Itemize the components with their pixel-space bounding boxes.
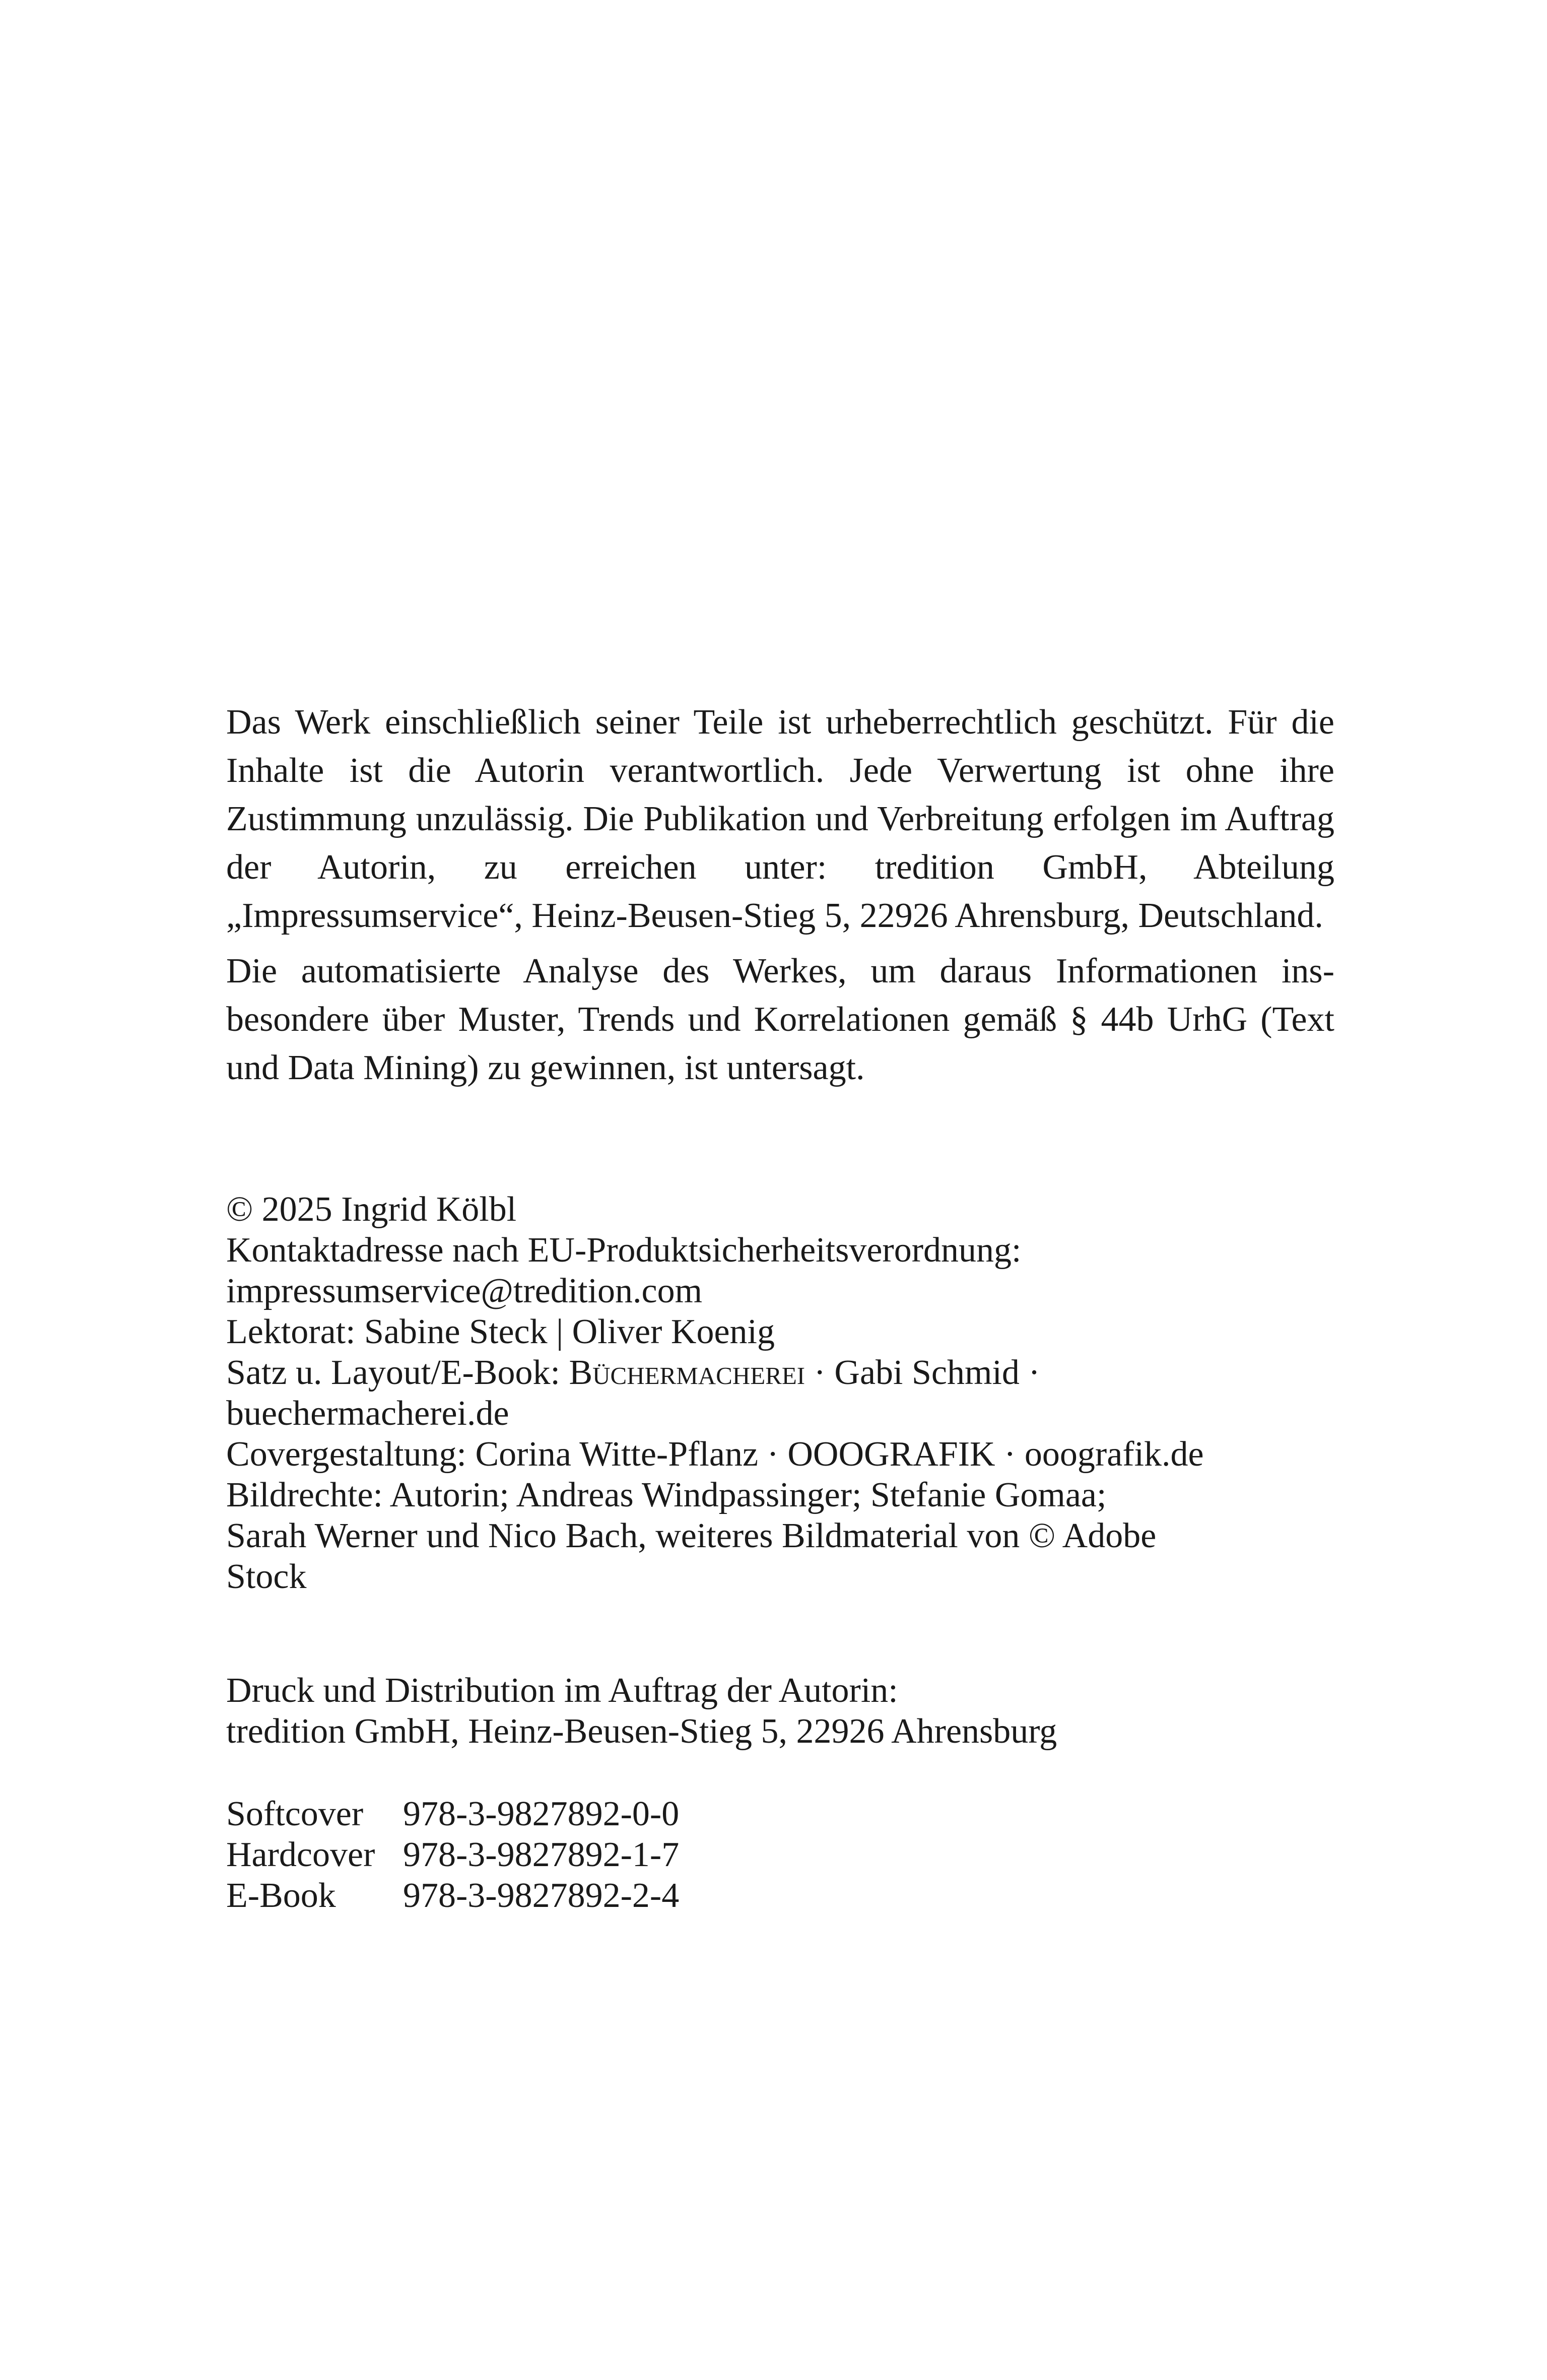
isbn-label: E-Book [226, 1876, 336, 1915]
isbn-row-hardcover [226, 1834, 1334, 1875]
printing-line-2: tredition GmbH, Heinz-Beusen-Stieg 5, 22926 Ahrensburg [226, 1712, 1057, 1751]
isbn-list [226, 1794, 1334, 1916]
layout-suffix: · Gabi Schmid · [805, 1353, 1040, 1392]
image-rights-line-2: Sarah Werner und Nico Bach, weiteres Bildmaterial von © Adobe [226, 1516, 1157, 1555]
contact-email: impressumservice@tredition.com [226, 1272, 703, 1310]
text-data-mining-paragraph: Die automatisierte Analyse des Werkes, um daraus Informationen insbesondere über Muster, Trends und Korrelationen gemäß § 44b UrhG (Text und Data Mining) zu gewinnen, ist untersagt. [226, 952, 1334, 1087]
cover-credit: Covergestaltung: Corina Witte-Pflanz · OOOGRAFIK · ooografik.de [226, 1435, 1204, 1474]
layout-company: Büchermacherei [569, 1353, 805, 1392]
printing-line-1: Druck und Distribution im Auftrag der Autorin: [226, 1671, 898, 1710]
printing-info [226, 1670, 1334, 1752]
image-rights-line-1: Bildrechte: Autorin; Andreas Windpassinger; Stefanie Gomaa; [226, 1476, 1107, 1514]
layout-credit [226, 1352, 1334, 1393]
layout-prefix: Satz u. Layout/E-Book: [226, 1353, 569, 1392]
credits-block [226, 1189, 1334, 1597]
legal-notice [226, 698, 1334, 1092]
isbn-label: Softcover [226, 1795, 364, 1833]
isbn-label: Hardcover [226, 1835, 375, 1874]
isbn-row-softcover [226, 1794, 1334, 1834]
isbn-number: 978-3-9827892-0-0 [403, 1795, 680, 1833]
image-rights-line-3: Stock [226, 1557, 307, 1596]
copyright-line: © 2025 Ingrid Kölbl [226, 1190, 517, 1229]
isbn-row-ebook [226, 1875, 1334, 1916]
copyright-notice-paragraph: Das Werk einschließlich seiner Teile ist urheberrechtlich geschützt. Für die Inhalte ist die Autorin verantwortlich. Jede Verwertung ist ohne ihre Zustimmung unzulässig. Die Publikation und Verbreitung erfolgen im Auftrag der Autorin, zu erreichen unter: tredition GmbH, Abteilung „Impressumservice“, Heinz-Beusen-Stieg 5, 22926 Ahrensburg, Deutschland. [226, 703, 1334, 935]
editing-credit: Lektorat: Sabine Steck | Oliver Koenig [226, 1312, 775, 1351]
contact-label: Kontaktadresse nach EU-Produktsicherheitsverordnung: [226, 1231, 1022, 1270]
isbn-number: 978-3-9827892-2-4 [403, 1876, 680, 1915]
isbn-number: 978-3-9827892-1-7 [403, 1835, 680, 1874]
layout-website: buechermacherei.de [226, 1394, 509, 1433]
